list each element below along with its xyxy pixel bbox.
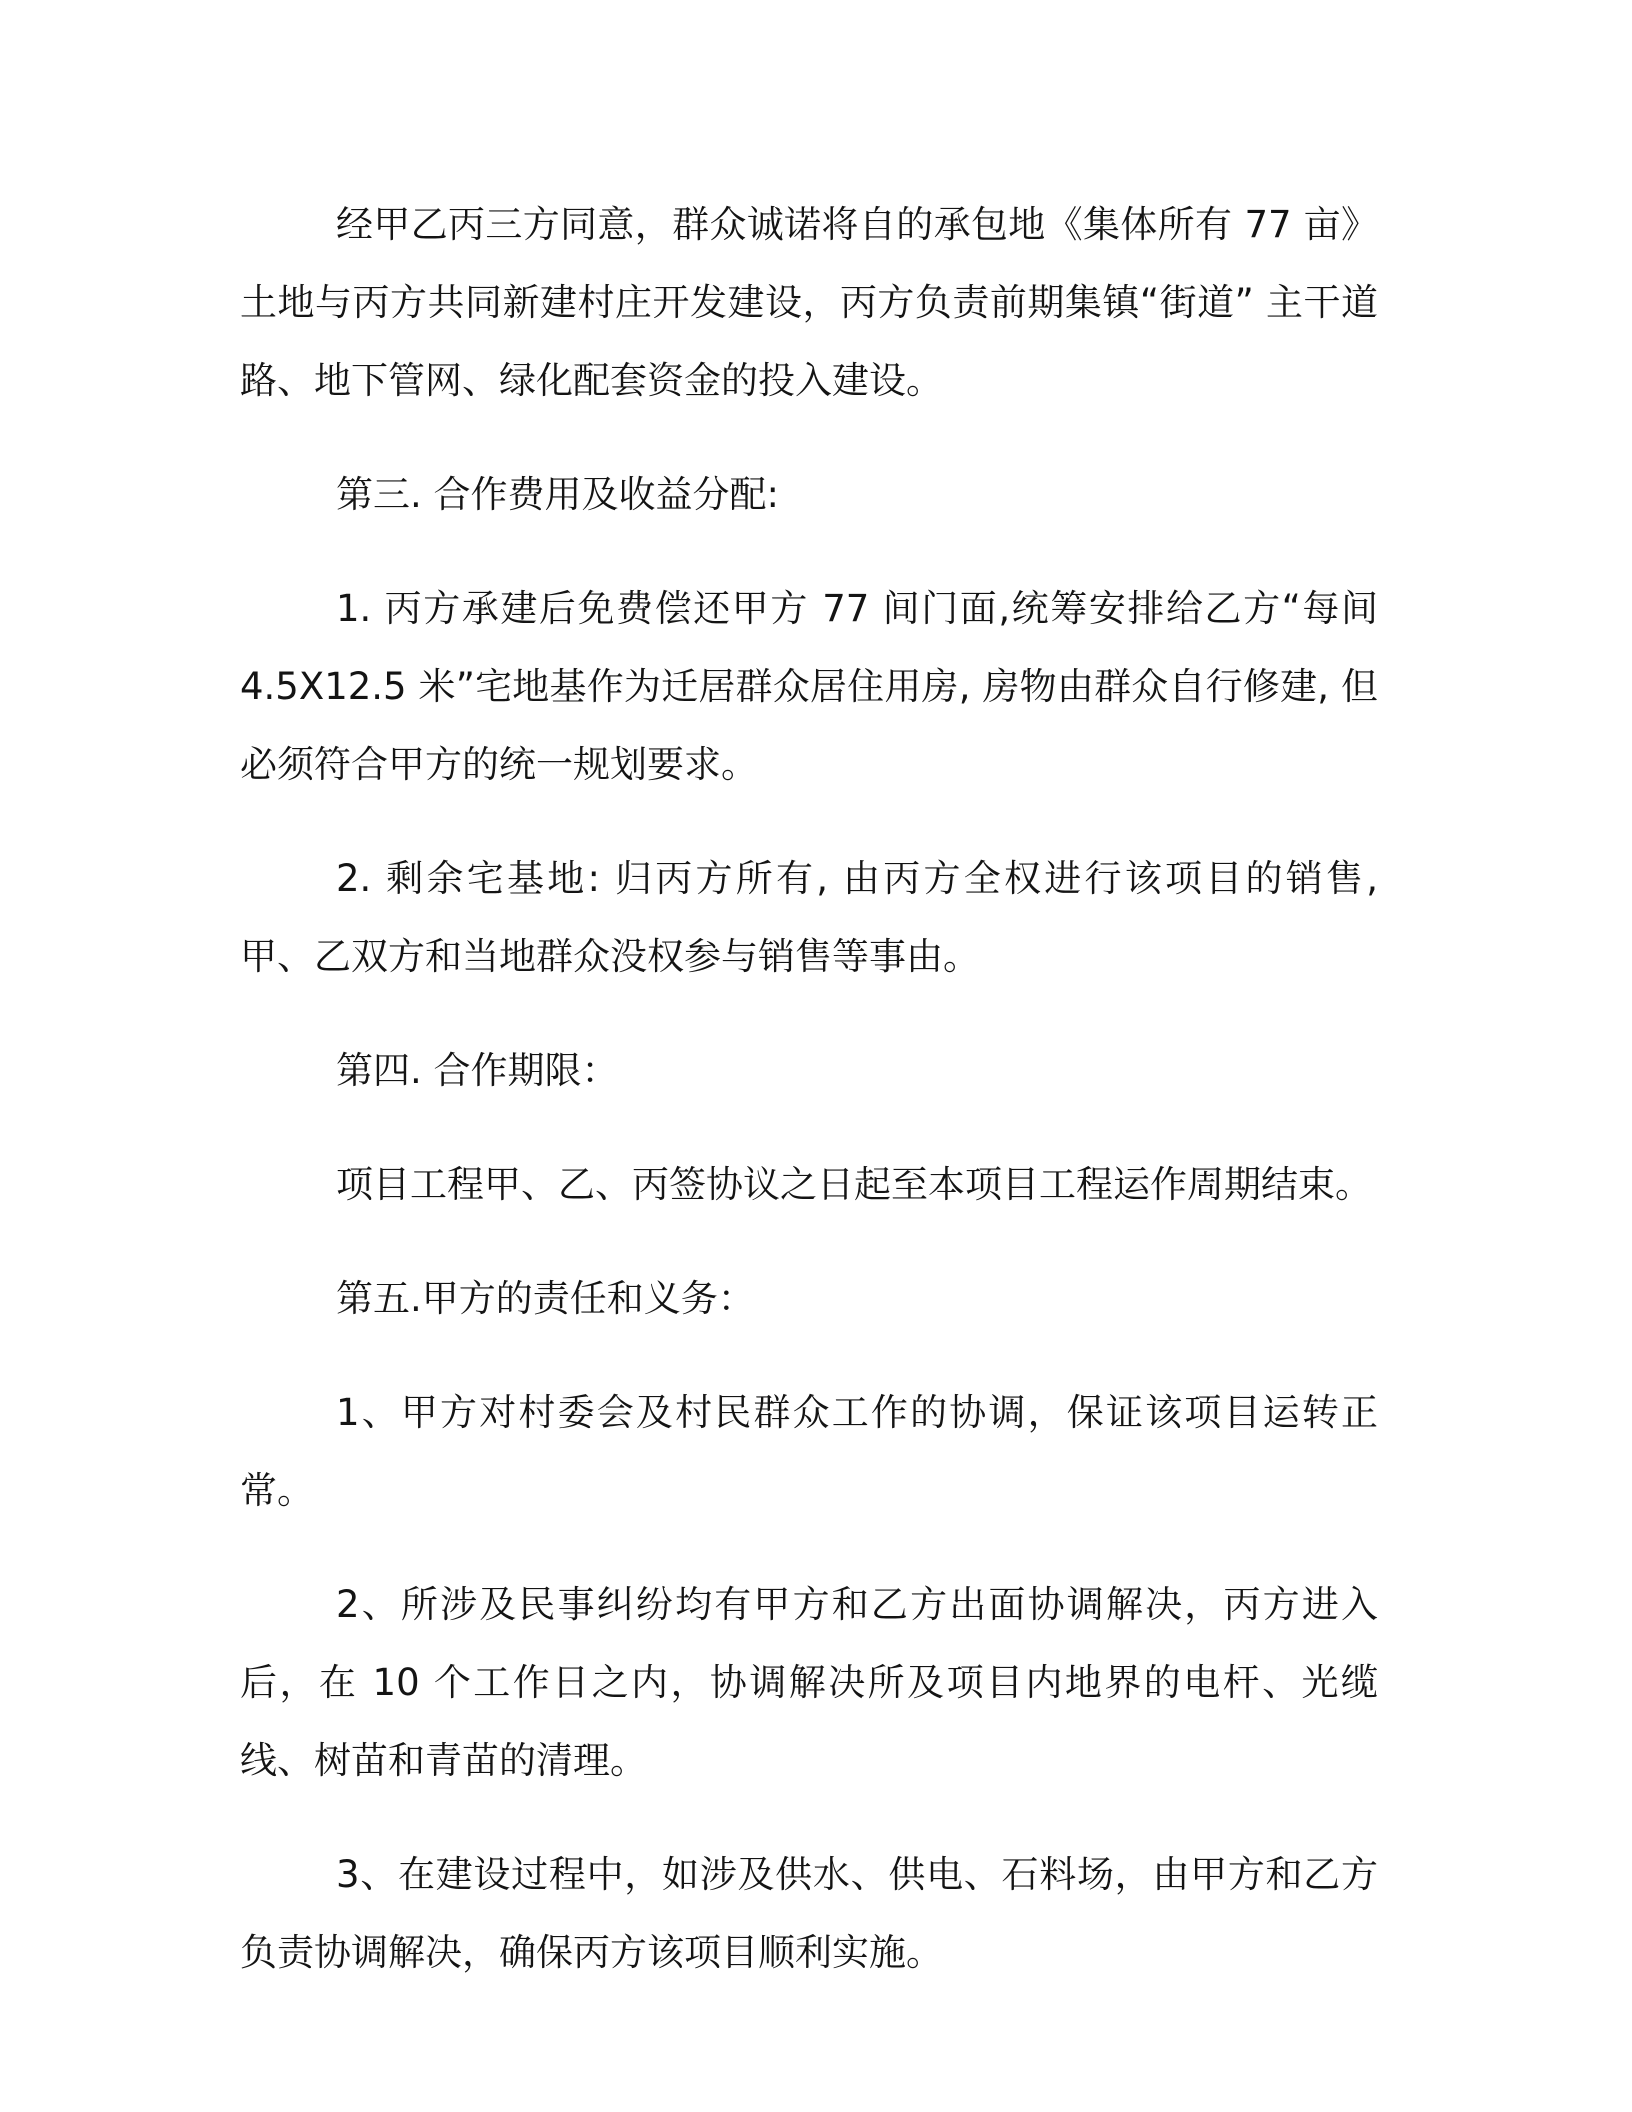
- heading-section-3: 第三. 合作费用及收益分配:: [336, 473, 779, 516]
- paragraph-section-3-item-2: 2. 剩余宅基地: 归丙方所有, 由丙方全权进行该项目的销售, 甲、乙双方和当地群众没权参与销售等事由。: [240, 857, 1378, 978]
- paragraph-section-5-item-1: 1、甲方对村委会及村民群众工作的协调，保证该项目运转正常。: [240, 1391, 1378, 1512]
- paragraph-section-4: 项目工程甲、乙、丙签协议之日起至本项目工程运作周期结束。: [336, 1163, 1372, 1206]
- heading-section-5: 第五.甲方的责任和义务：: [336, 1277, 755, 1320]
- document-body: [240, 186, 1378, 2028]
- paragraph-intro: 经甲乙丙三方同意，群众诚诺将自的承包地《集体所有 77 亩》土地与丙方共同新建村庄开发建设，丙方负责前期集镇“街道” 主干道路、地下管网、绿化配套资金的投入建设。: [240, 203, 1378, 402]
- paragraph-section-5-item-3: 3、在建设过程中，如涉及供水、供电、石料场，由甲方和乙方负责协调解决，确保丙方该项目顺利实施。: [240, 1853, 1378, 1974]
- heading-section-4: 第四. 合作期限：: [336, 1049, 619, 1092]
- paragraph-section-5-item-2: 2、所涉及民事纠纷均有甲方和乙方出面协调解决，丙方进入后，在 10 个工作日之内，协调解决所及项目内地界的电杆、光缆线、树苗和青苗的清理。: [240, 1583, 1378, 1782]
- paragraph-section-3-item-1: 1. 丙方承建后免费偿还甲方 77 间门面,统筹安排给乙方“每间 4.5X12.5 米”宅地基作为迁居群众居住用房, 房物由群众自行修建, 但必须符合甲方的统一规划要求。: [240, 587, 1378, 786]
